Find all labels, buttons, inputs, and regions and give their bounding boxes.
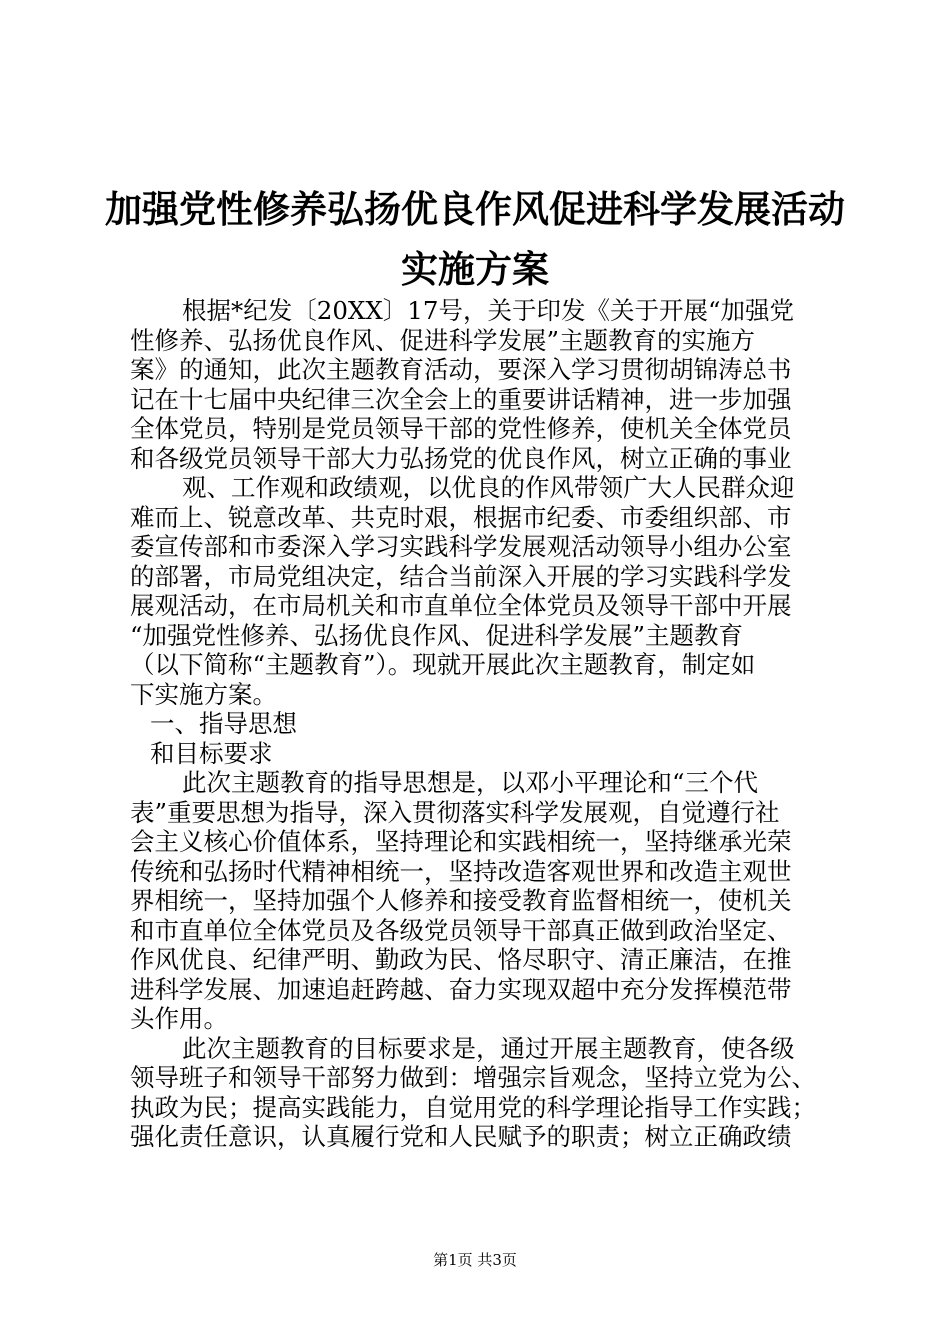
text-line: 领导班子和领导干部努力做到：增强宗旨观念，坚持立党为公、 (130, 1063, 816, 1092)
text-line: 难而上、锐意改革、共克时艰，根据市纪委、市委组织部、市 (130, 502, 792, 532)
text-line: 强化责任意识，认真履行党和人民赋予的职责；树立正确政绩 (130, 1122, 792, 1151)
text-line: 此次主题教育的指导思想是，以邓小平理论和“三个代 (182, 768, 759, 797)
text-line: 表”重要思想为指导，深入贯彻落实科学发展观，自觉遵行社 (130, 797, 780, 827)
document-body (130, 296, 830, 1152)
text-line: 观、工作观和政绩观，以优良的作风带领广大人民群众迎 (182, 473, 795, 502)
page-number: 第1页 共3页 (433, 1251, 517, 1269)
text-line: 会主义核心价值体系，坚持理论和实践相统一，坚持继承光荣 (130, 827, 792, 856)
text-line: 执政为民；提高实践能力，自觉用党的科学理论指导工作实践； (130, 1092, 816, 1122)
text-line: （以下简称“主题教育”）。现就开展此次主题教育，制定如 (130, 650, 756, 679)
text-line: 下实施方案。 (130, 679, 277, 709)
text-line: 进科学发展、加速追赶跨越、奋力实现双超中充分发挥模范带 (130, 974, 792, 1004)
text-line: 的部署，市局党组决定，结合当前深入开展的学习实践科学发 (130, 561, 792, 591)
section-heading: 一、指导思想 (150, 709, 297, 738)
text-line: 委宣传部和市委深入学习实践科学发展观活动领导小组办公室 (130, 532, 792, 561)
text-line: 性修养、弘扬优良作风、促进科学发展”主题教育的实施方 (130, 325, 756, 355)
text-line: 传统和弘扬时代精神相统一，坚持改造客观世界和改造主观世 (130, 856, 792, 886)
section-heading: 和目标要求 (150, 738, 273, 768)
text-line: 此次主题教育的目标要求是，通过开展主题教育，使各级 (182, 1033, 795, 1063)
text-line: 作风优良、纪律严明、勤政为民、恪尽职守、清正廉洁，在推 (130, 945, 792, 974)
text-line: “加强党性修养、弘扬优良作风、促进科学发展”主题教育 (130, 620, 744, 650)
document-title-line-2: 实施方案 (401, 248, 549, 291)
text-line: 和市直单位全体党员及各级党员领导干部真正做到政治坚定、 (130, 915, 792, 945)
text-line: 根据*纪发〔20XX〕17号，关于印发《关于开展“加强党 (182, 296, 795, 325)
text-line: 全体党员，特别是党员领导干部的党性修养，使机关全体党员 (130, 414, 792, 443)
document-title-line-1: 加强党性修养弘扬优良作风促进科学发展活动 (105, 188, 845, 231)
text-line: 展观活动，在市局机关和市直单位全体党员及领导干部中开展 (130, 591, 792, 620)
text-line: 案》的通知，此次主题教育活动，要深入学习贯彻胡锦涛总书 (130, 355, 792, 384)
text-line: 头作用。 (130, 1004, 228, 1033)
text-line: 界相统一，坚持加强个人修养和接受教育监督相统一，使机关 (130, 886, 792, 915)
text-line: 记在十七届中央纪律三次全会上的重要讲话精神，进一步加强 (130, 384, 792, 414)
text-line: 和各级党员领导干部大力弘扬党的优良作风，树立正确的事业 (130, 443, 792, 473)
